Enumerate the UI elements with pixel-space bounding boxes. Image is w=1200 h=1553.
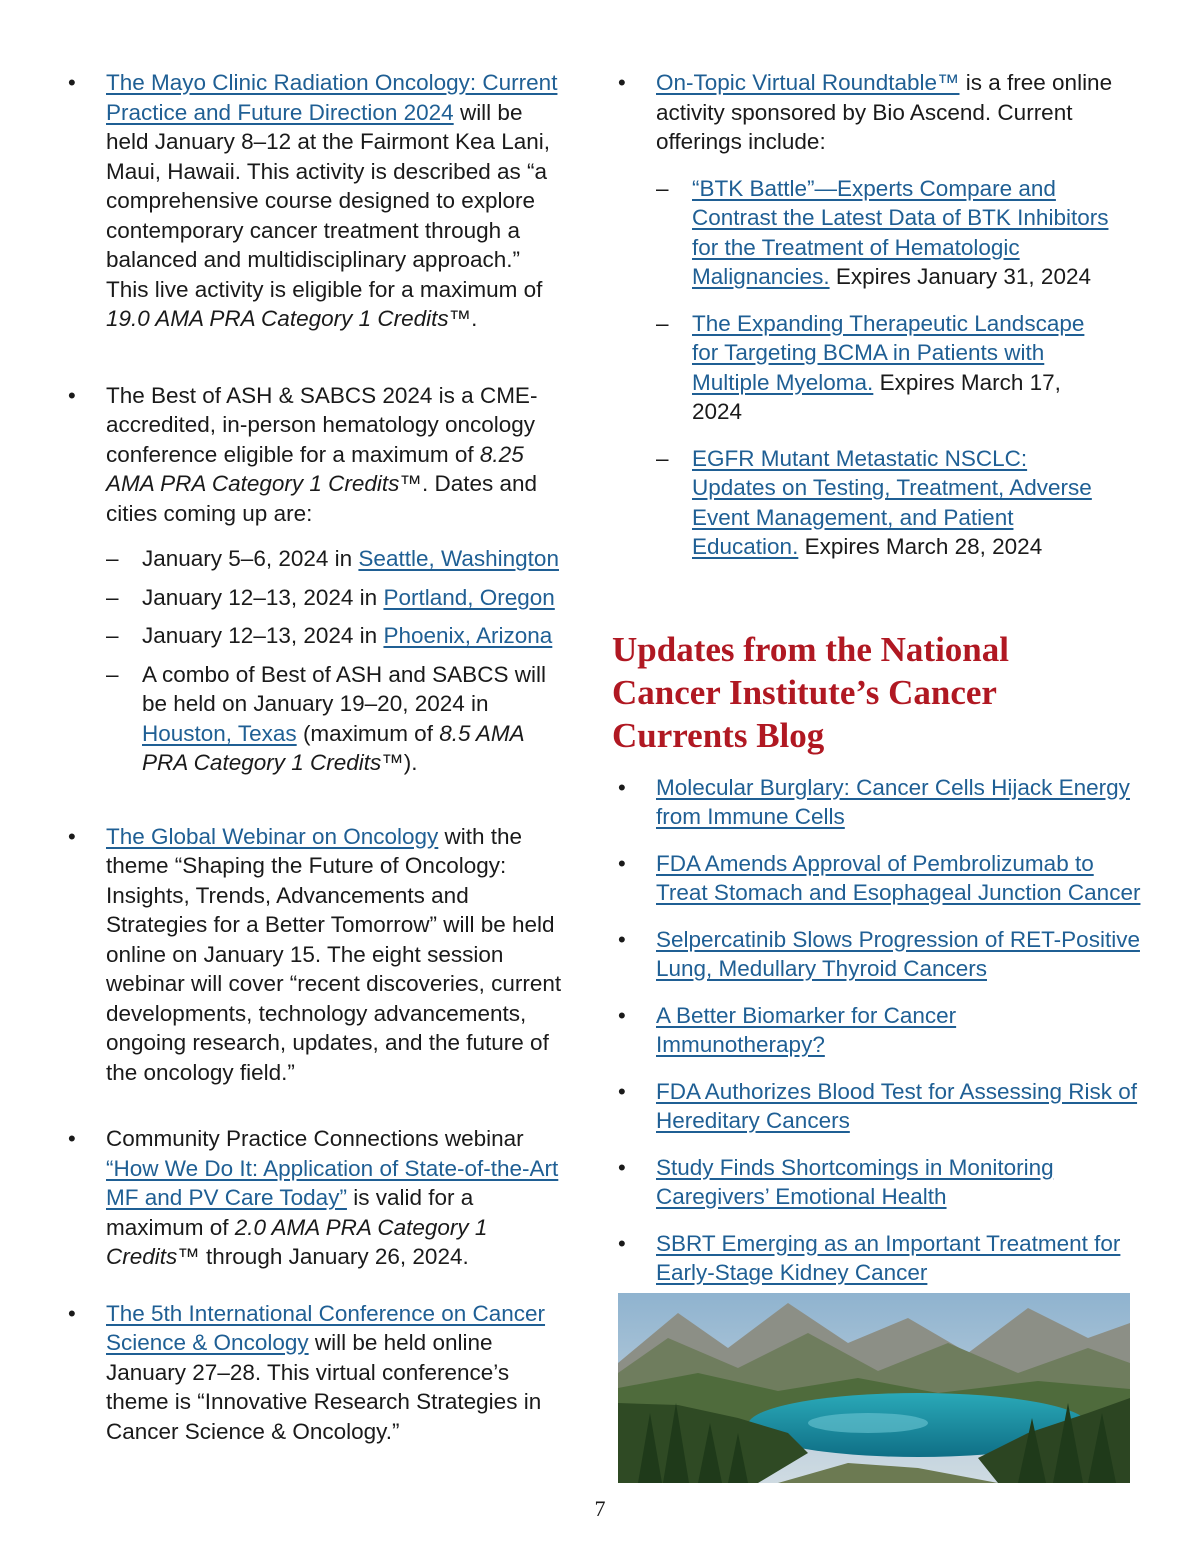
bullet: • <box>618 850 626 876</box>
bullet: • <box>68 1300 76 1326</box>
fifth-text: will be held online January 27–28. This virtual conference’s theme is “Innovative Research Strategies in Cancer Science & Oncology.” <box>106 1330 542 1444</box>
right-column <box>612 68 1142 1288</box>
bullet: • <box>68 70 76 95</box>
bullet: • <box>68 823 76 849</box>
dash: – <box>656 175 669 201</box>
event-mayo <box>62 68 567 334</box>
bullet: • <box>618 1154 626 1180</box>
community-mid: is valid for a maximum of <box>106 1185 474 1240</box>
global-webinar-link[interactable]: The Global Webinar on Oncology <box>106 823 439 849</box>
community-credits: 2.0 AMA PRA Category 1 Credits™ <box>106 1214 488 1269</box>
mountain-lake-photo <box>618 1293 1130 1483</box>
city-link-houston[interactable]: Houston, Texas <box>142 720 297 746</box>
offering-expires: Expires January 31, 2024 <box>829 264 1091 289</box>
blog-item <box>612 1077 1166 1136</box>
ash-combo-item <box>62 660 567 778</box>
ash-date-item <box>62 583 567 613</box>
community-text: Community Practice Connections webinar <box>106 1126 524 1151</box>
ash-credits: 8.25 AMA PRA Category 1 Credits™ <box>106 441 524 496</box>
offering-link-egfr[interactable]: EGFR Mutant Metastatic NSCLC: Updates on Testing, Treatment, Adverse Event Management, and Patient Education. <box>692 445 1092 559</box>
blog-link[interactable]: SBRT Emerging as an Important Treatment for Early-Stage Kidney Cancer <box>656 1230 1121 1285</box>
ash-text: The Best of ASH & SABCS 2024 is a CME-accredited, in-person hematology oncology conference eligible for a maximum of <box>106 382 538 467</box>
bullet: • <box>618 70 626 95</box>
dash: – <box>106 661 119 687</box>
blog-item <box>612 1229 1166 1288</box>
blog-item <box>612 773 1142 832</box>
section-title: Updates from the National Cancer Institute’s Cancer Currents Blog <box>612 629 1009 755</box>
event-best-of-ash <box>62 381 567 529</box>
on-topic-link[interactable]: On-Topic Virtual Roundtable™ <box>656 70 960 95</box>
blog-link[interactable]: FDA Authorizes Blood Test for Assessing Risk of Hereditary Cancers <box>656 1078 1138 1133</box>
global-text: with the theme “Shaping the Future of Oncology: Insights, Trends, Advancements and Strategies for a Better Tomorrow” will be held online on January 15. The eight session webinar will cover “recent discoveries, current developments, technology advancements, ongoing research, updates, and the future of the oncology field.” <box>106 823 562 1085</box>
combo-mid: (maximum of <box>296 720 440 746</box>
on-topic-text: is a free online activity sponsored by Bio Ascend. Current offerings include: <box>656 70 1113 154</box>
combo-end: ). <box>403 750 418 775</box>
dash: – <box>656 310 669 336</box>
blog-link[interactable]: Selpercatinib Slows Progression of RET-Positive Lung, Medullary Thyroid Cancers <box>656 926 1140 981</box>
dash: – <box>106 584 119 610</box>
blog-link[interactable]: FDA Amends Approval of Pembrolizumab to Treat Stomach and Esophageal Junction Cancer <box>656 850 1141 905</box>
mountain-lake-illustration <box>618 1293 1130 1483</box>
community-webinar-link[interactable]: “How We Do It: Application of State-of-the-Art MF and PV Care Today” <box>106 1155 559 1210</box>
ash-date-item <box>62 544 567 574</box>
event-community-practice <box>62 1124 567 1272</box>
date-text: January 5–6, 2024 in <box>142 546 359 571</box>
blog-item <box>612 1001 1076 1060</box>
bullet: • <box>618 774 626 800</box>
blog-link[interactable]: Study Finds Shortcomings in Monitoring Caregivers’ Emotional Health <box>656 1154 1054 1209</box>
date-text: January 12–13, 2024 in <box>142 623 384 648</box>
blog-item <box>612 1153 1116 1212</box>
blog-item <box>612 849 1142 908</box>
dash: – <box>106 623 119 648</box>
ash-end: . Dates and cities coming up are: <box>106 471 538 526</box>
bullet: • <box>618 1078 626 1104</box>
bullet: • <box>68 382 76 408</box>
page-number: 7 <box>594 1496 606 1521</box>
fifth-conference-link[interactable]: The 5th International Conference on Cancer Science & Oncology <box>106 1300 546 1355</box>
mayo-link[interactable]: The Mayo Clinic Radiation Oncology: Current Practice and Future Direction 2024 <box>106 70 558 125</box>
offering-item <box>612 174 1112 292</box>
city-link-portland[interactable]: Portland, Oregon <box>383 584 555 610</box>
event-global-webinar <box>62 822 567 1088</box>
offering-item <box>612 309 1112 427</box>
combo-text: A combo of Best of ASH and SABCS will be held on January 19–20, 2024 in <box>142 661 546 716</box>
combo-credits: 8.5 AMA PRA Category 1 Credits™ <box>142 720 524 775</box>
left-column <box>62 68 567 1446</box>
mayo-end: . <box>471 306 478 331</box>
offering-link-btk[interactable]: “BTK Battle”—Experts Compare and Contrast the Latest Data of BTK Inhibitors for the Treatment of Hematologic Malignancies. <box>692 175 1109 289</box>
mayo-credits: 19.0 AMA PRA Category 1 Credits™ <box>106 306 472 331</box>
offering-link-bcma[interactable]: The Expanding Therapeutic Landscape for Targeting BCMA in Patients with Multiple Myeloma. <box>692 310 1085 395</box>
offering-item <box>612 444 1112 562</box>
blog-link[interactable]: Molecular Burglary: Cancer Cells Hijack Energy from Immune Cells <box>656 774 1130 829</box>
date-text: January 12–13, 2024 in <box>142 584 384 610</box>
dash: – <box>106 546 119 571</box>
blog-item <box>612 925 1142 984</box>
dash: – <box>656 445 669 471</box>
event-on-topic <box>612 68 1142 157</box>
offering-expires: Expires March 28, 2024 <box>798 534 1043 559</box>
bullet: • <box>618 1002 626 1028</box>
city-link-phoenix[interactable]: Phoenix, Arizona <box>383 623 553 648</box>
ash-date-item <box>62 621 567 651</box>
blog-link[interactable]: A Better Biomarker for Cancer Immunotherapy? <box>656 1002 957 1057</box>
offering-expires: Expires March 17, 2024 <box>692 369 1061 424</box>
mayo-text: will be held January 8–12 at the Fairmont Kea Lani, Maui, Hawaii. This activity is described as “a comprehensive course designed to explore contemporary cancer treatment through a balanced and multidisciplinary approach.” This live activity is eligible for a maximum of <box>106 99 551 302</box>
bullet: • <box>618 926 626 952</box>
bullet: • <box>618 1230 626 1256</box>
city-link-seattle[interactable]: Seattle, Washington <box>358 546 559 571</box>
community-end: through January 26, 2024. <box>199 1244 469 1269</box>
event-5th-conference <box>62 1299 567 1447</box>
bullet: • <box>68 1126 76 1151</box>
